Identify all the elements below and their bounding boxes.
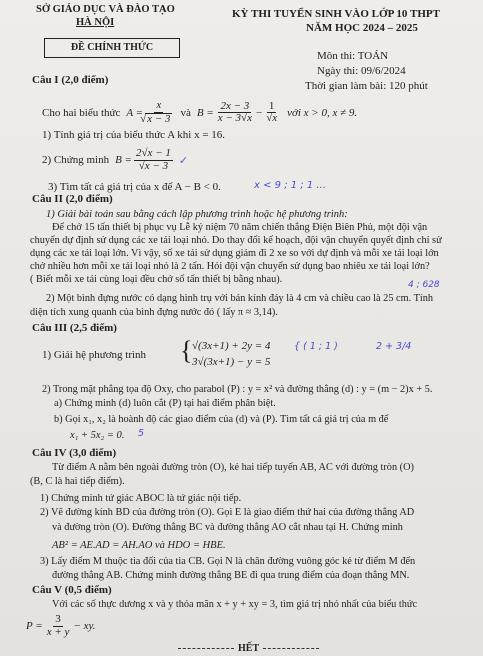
q1-part1: 1) Tính giá trị của biểu thức A khi x = 16. (42, 129, 226, 141)
q2-part1-line2: chuyển dự định sử dụng các xe tải loại nhỏ. Do thay đổi kế hoạch, đội vận chuyển quyết định chỉ sử (30, 235, 442, 246)
q1-part2-lhs: B = (115, 154, 132, 167)
q4-line2: (B, C là hai tiếp điểm). (30, 476, 125, 487)
q3-title: Câu III (2,5 điểm) (32, 322, 117, 334)
P-fraction (45, 614, 72, 638)
q3-part2b-equation: x₁ + 5x₂ = 0. (70, 430, 125, 441)
q2-part1-line1: Để chở 15 tấn thiết bị phục vụ Lễ kỷ niệm 70 năm chiến thắng Điện Biên Phủ, một đội vận (52, 222, 428, 233)
q2-part1-line4: chở nhiều hơn mỗi xe tải loại nhỏ là 2 tấn. Hỏi đội vận chuyển sử dụng bao nhiêu xe tải loại lớn? (30, 261, 430, 272)
q4-part3-line2: đường thẳng AB. Chứng minh đường thẳng BE đi qua trung điểm của đoạn thẳng MN. (52, 570, 410, 581)
q4-part2-line1: 2) Vẽ đường kính BD của đường tròn (O). Gọi E là giao điểm thứ hai của đường thẳng AD (40, 507, 415, 518)
q4-part3-line1: 3) Lấy điểm M thuộc tia đối của tia CB. Gọi N là chân đường vuông góc kẻ từ điểm M đến (40, 556, 416, 567)
q4-title: Câu IV (3,0 điểm) (32, 447, 117, 459)
q4-part2-line2: và đường tròn (O). Đường thẳng BC và đường thẳng AO cắt nhau tại H. Chứng minh (52, 522, 403, 533)
q1-title: Câu I (2,0 điểm) (32, 74, 109, 86)
q5-expression (26, 614, 95, 638)
q1-part3: 3) Tìm tất cả giá trị của x để A − B < 0. (48, 181, 221, 193)
P-lhs: P = (26, 620, 43, 633)
official-label: ĐỀ CHÍNH THỨC (70, 42, 154, 53)
q1-part2-text: 2) Chứng minh (42, 154, 110, 167)
end-rule-left (178, 648, 234, 649)
exam-year: NĂM HỌC 2024 – 2025 (306, 22, 418, 34)
q2-part2-line2: diện tích xung quanh của bình đựng nước đó ( lấy π ≈ 3,14). (30, 307, 278, 318)
q3-equation2: 3√(3x+1) − y = 5 (192, 356, 271, 368)
B-fraction1 (216, 101, 254, 125)
q1-part2 (42, 148, 188, 172)
q3-part1-text: 1) Giải hệ phương trình (42, 349, 147, 361)
dept-line2: HÀ NỘI (76, 17, 115, 28)
q1-part2-denominator: √x − 3 (138, 159, 169, 172)
q2-part2-line1: 2) Một bình đựng nước có dạng hình trụ với bán kính đáy là 4 cm và chiều cao là 25 cm. Tính (46, 293, 434, 304)
B-numerator1: 2x − 3 (220, 99, 250, 112)
q5-title: Câu V (0,5 điểm) (32, 584, 112, 596)
handwritten-note-q3c: 5 (138, 428, 145, 439)
B-minus: − (255, 106, 263, 119)
exam-title: KỲ THI TUYỂN SINH VÀO LỚP 10 THPT (232, 8, 440, 20)
official-box (44, 38, 180, 58)
B-denominator1: x − 3√x (217, 112, 252, 125)
end-rule-right (263, 648, 319, 649)
q2-part1-heading: 1) Giải bài toán sau bằng cách lập phương trình hoặc hệ phương trình: (46, 209, 348, 220)
q1-expressions (42, 100, 357, 125)
q1-part2-numerator: 2√x − 1 (135, 147, 171, 159)
q4-line1: Từ điểm A nằm bên ngoài đường tròn (O), kẻ hai tiếp tuyến AB, AC với đường tròn (O) (52, 462, 414, 473)
end-footer (178, 643, 319, 654)
handwritten-note-q1: x < 9 ; 1 ; 1 ... (254, 180, 326, 191)
exam-subject: Môn thi: TOÁN (317, 50, 389, 62)
A-denominator: √ x − 3 (145, 113, 172, 126)
handwritten-note-q3a: { ( 1 ; 1 ) (294, 341, 338, 352)
system-brace: { (180, 336, 193, 365)
A-fraction (145, 100, 172, 125)
B-fraction2 (264, 101, 279, 125)
handwritten-note-q3b: 2 + 3/4 (376, 341, 412, 352)
q3-equation1: √(3x+1) + 2y = 4 (192, 340, 271, 352)
q4-part1: 1) Chứng minh tứ giác ABOC là tứ giác nội tiếp. (40, 493, 242, 504)
B-lhs: B = (196, 106, 214, 119)
q2-part1-line5: ( Biết mỗi xe tải cùng loại đều chở số tấn thiết bị bằng nhau). (30, 274, 283, 285)
q2-title: Câu II (2,0 điểm) (32, 193, 113, 205)
q1-condition: với x > 0, x ≠ 9. (287, 106, 358, 119)
q1-intro: Cho hai biểu thức (42, 106, 121, 119)
q4-part2-equation: AB² = AE.AD = AH.AO và HDO = HBE. (52, 540, 226, 551)
q1-and: và (180, 106, 191, 119)
P-numerator: 3 (55, 613, 61, 625)
exam-date: Ngày thi: 09/6/2024 (317, 65, 406, 77)
A-lhs: A = (126, 106, 144, 119)
dept-line1: SỞ GIÁO DỤC VÀ ĐÀO TẠO (36, 4, 175, 15)
B-denominator2: √x (266, 112, 278, 125)
q3-part2: 2) Trong mặt phẳng tọa độ Oxy, cho parabol (P) : y = x² và đường thẳng (d) : y = (m − 2)x + 5. (42, 384, 433, 395)
q3-part2b: b) Gọi x₁, x₂ là hoành độ các giao điểm của (d) và (P). Tìm tất cả giá trị của m để (54, 414, 389, 425)
handwritten-note-q2: 4 ; 628 (408, 280, 440, 290)
P-denominator: x + y (46, 625, 70, 638)
exam-duration: Thời gian làm bài: 120 phút (305, 80, 428, 92)
A-numerator: x (156, 99, 162, 111)
P-tail: − xy. (73, 620, 96, 633)
q5-line1: Với các số thực dương x và y thỏa mãn x + y + xy = 3, tìm giá trị nhỏ nhất của biểu thức (52, 599, 418, 610)
end-label: HẾT (238, 643, 260, 654)
q1-part2-fraction (134, 148, 173, 172)
q2-part1-line3: dụng các xe tải loại lớn. Vì vậy, số xe tải sử dụng giảm đi 2 xe so với dự định và mỗi xe tải loại lớn (30, 248, 439, 259)
B-numerator2: 1 (268, 99, 275, 112)
q3-part2a: a) Chứng minh (d) luôn cắt (P) tại hai điểm phân biệt. (54, 398, 276, 409)
check-mark-icon: ✓ (178, 154, 189, 167)
